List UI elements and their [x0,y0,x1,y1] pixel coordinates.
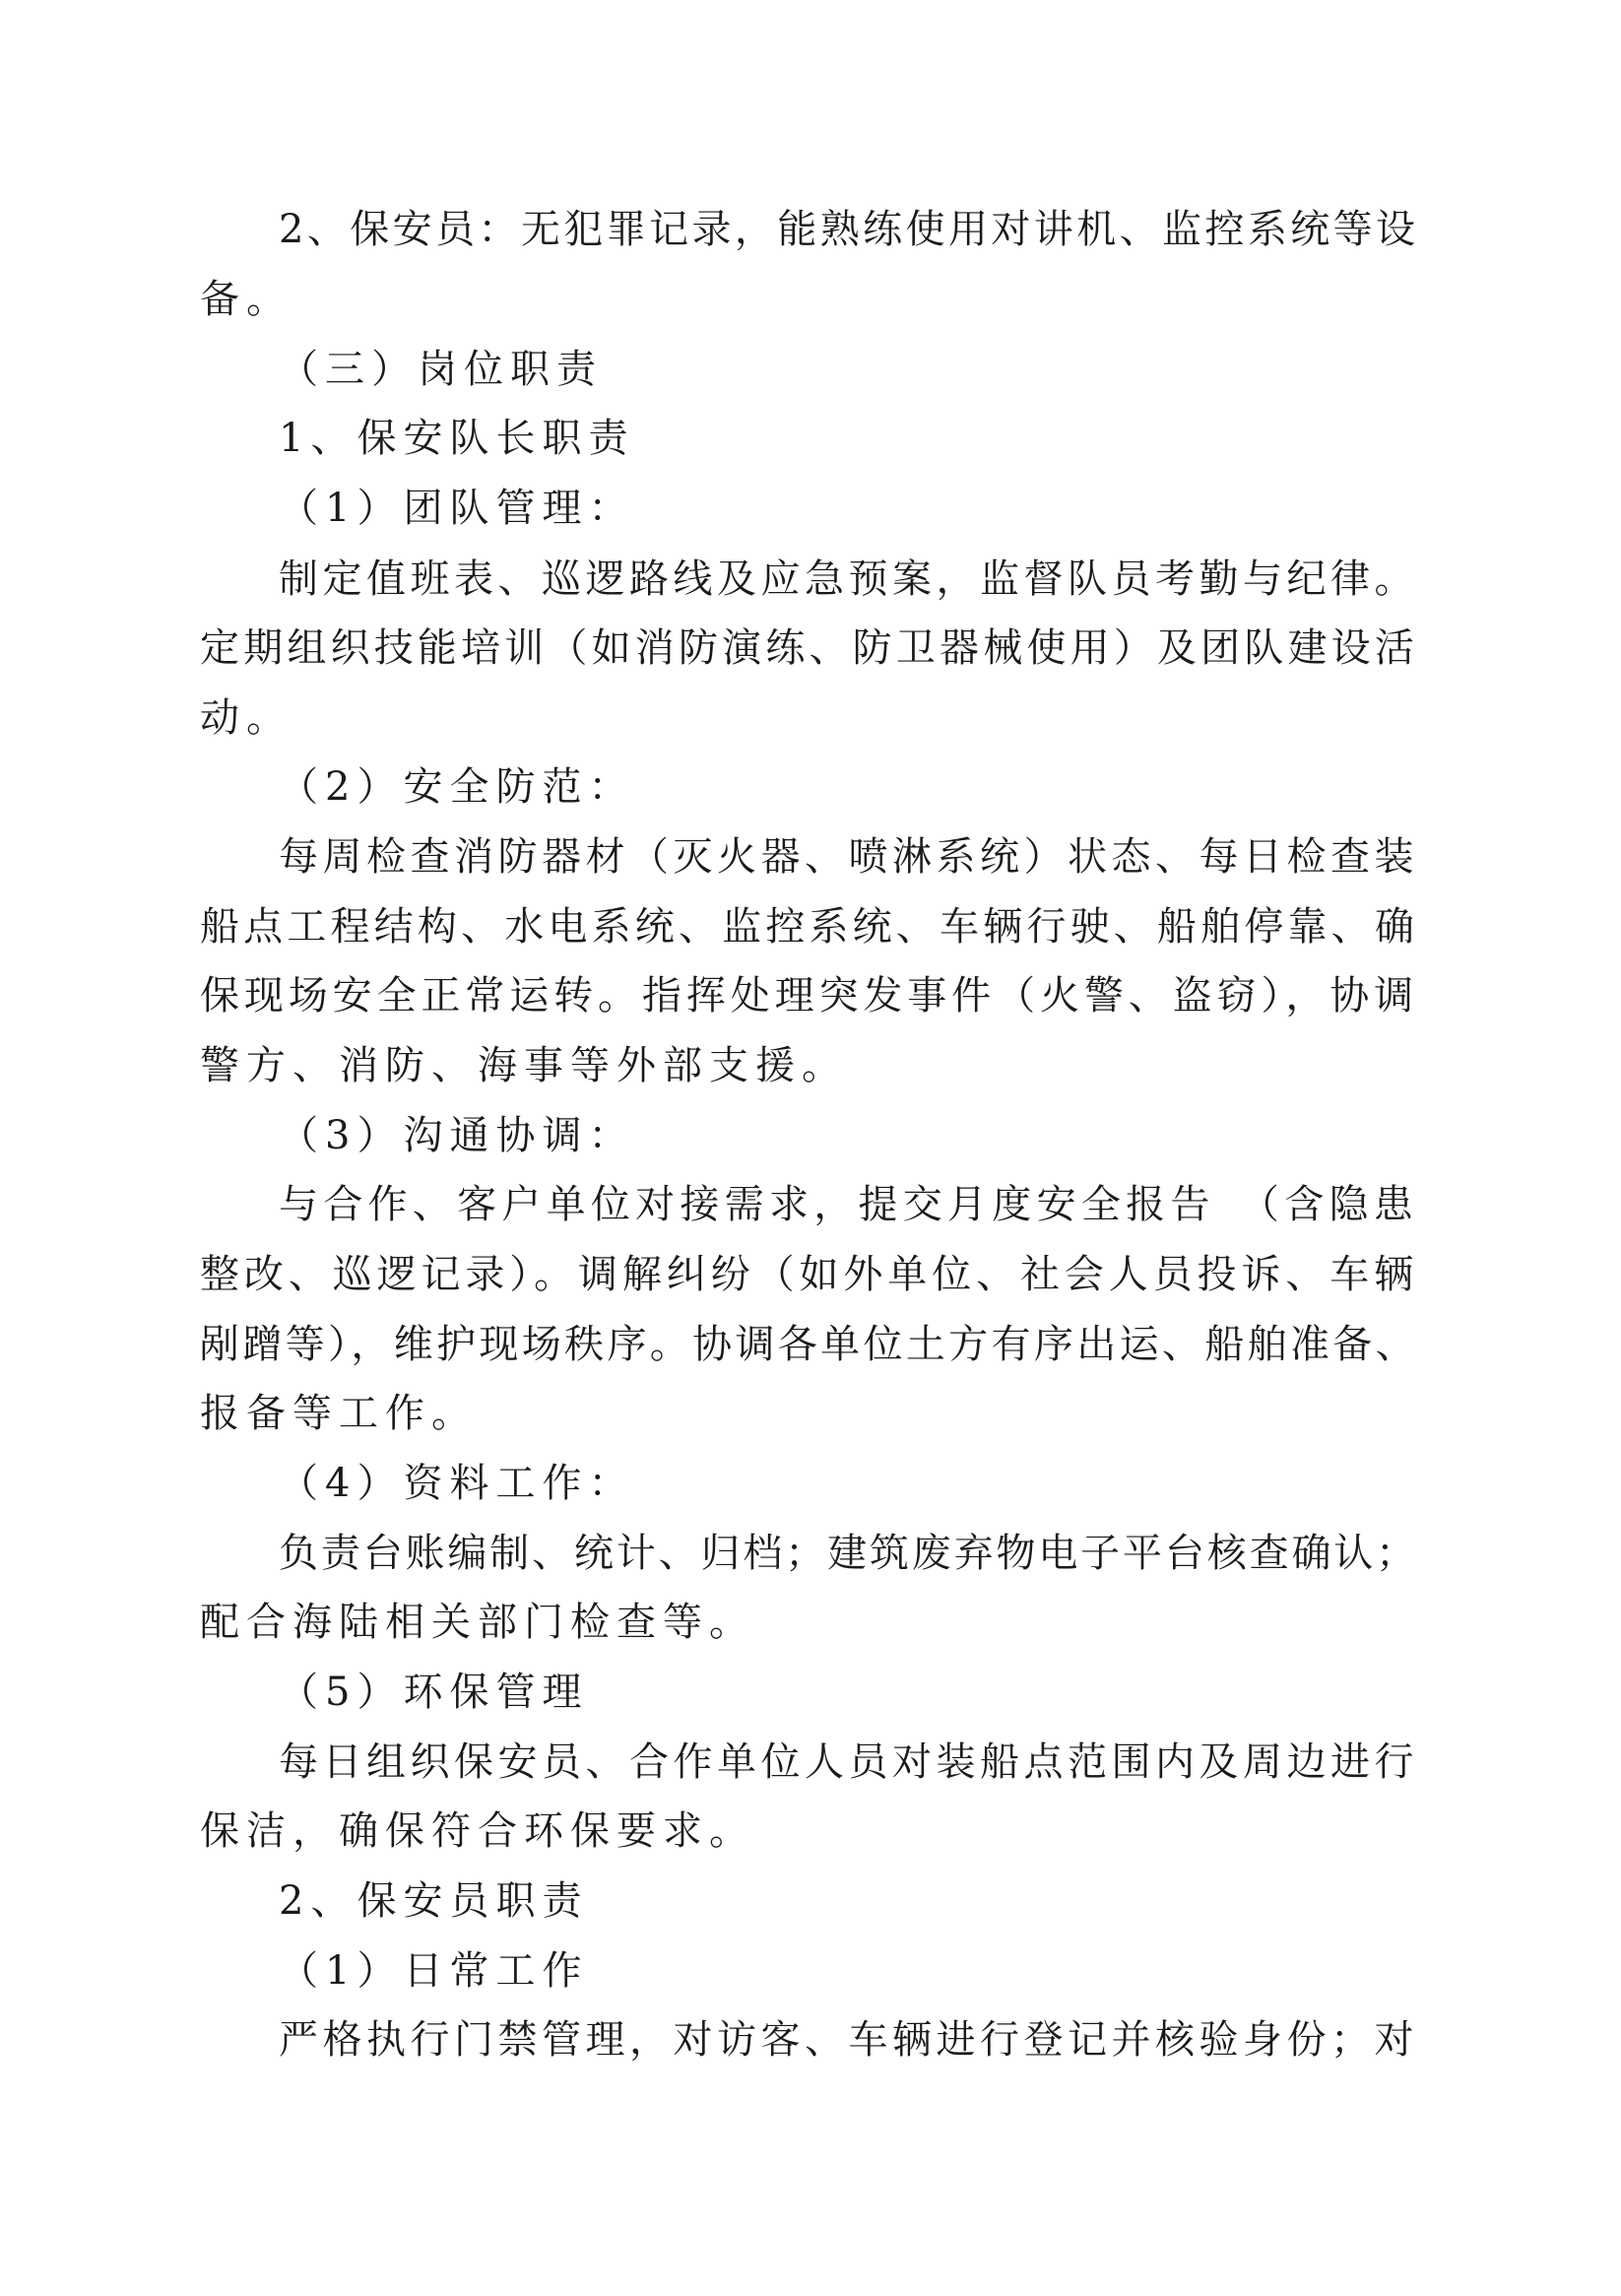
subsection-heading: 2、保安员职责 [279,1878,589,1924]
body-text-line: 动。 [200,695,292,741]
body-text-line: 报备等工作。 [200,1391,478,1436]
section-heading: （三）岗位职责 [279,347,603,392]
body-text-line: 每日组织保安员、合作单位人员对装船点范围内及周边进行 [279,1739,1418,1785]
body-text-line: 严格执行门禁管理，对访客、车辆进行登记并核验身份；对 [279,2017,1418,2063]
item-heading: （4）资料工作： [279,1461,635,1506]
body-text-line: 备。 [200,277,292,322]
body-text-line: 配合海陆相关部门检查等。 [200,1600,755,1645]
body-text-line: 负责台账编制、统计、归档；建筑废弃物电子平台核查确认； [279,1531,1418,1576]
subsection-heading: 1、保安队长职责 [279,416,635,461]
item-heading: （5）环保管理 [279,1670,589,1715]
item-heading: （1）日常工作 [279,1948,589,1994]
body-text-line: 警方、消防、海事等外部支援。 [200,1043,848,1088]
body-text-line: 与合作、客户单位对接需求，提交月度安全报告 （含隐患 [279,1182,1418,1227]
body-text-line: 整改、巡逻记录）。调解纠纷（如外单位、社会人员投诉、车辆 [200,1252,1418,1297]
body-text-line: 保洁，确保符合环保要求。 [200,1808,755,1854]
item-heading: （3）沟通协调： [279,1113,635,1158]
body-text-line: 船点工程结构、水电系统、监控系统、车辆行驶、船舶停靠、确 [200,904,1418,950]
body-text-line: 剐蹭等），维护现场秩序。协调各单位土方有序出运、船舶准备、 [200,1322,1418,1367]
body-text-line: 制定值班表、巡逻路线及应急预案，监督队员考勤与纪律。 [279,557,1418,602]
body-text-line: 保现场安全正常运转。指挥处理突发事件（火警、盗窃），协调 [200,973,1418,1018]
body-text-line: 每周检查消防器材（灭火器、喷淋系统）状态、每日检查装 [279,834,1418,880]
body-text-line: 2、保安员：无犯罪记录，能熟练使用对讲机、监控系统等设 [279,207,1419,252]
item-heading: （1）团队管理： [279,486,635,531]
body-text-line: 定期组织技能培训（如消防演练、防卫器械使用）及团队建设活 [200,625,1418,671]
item-heading: （2）安全防范： [279,764,635,810]
